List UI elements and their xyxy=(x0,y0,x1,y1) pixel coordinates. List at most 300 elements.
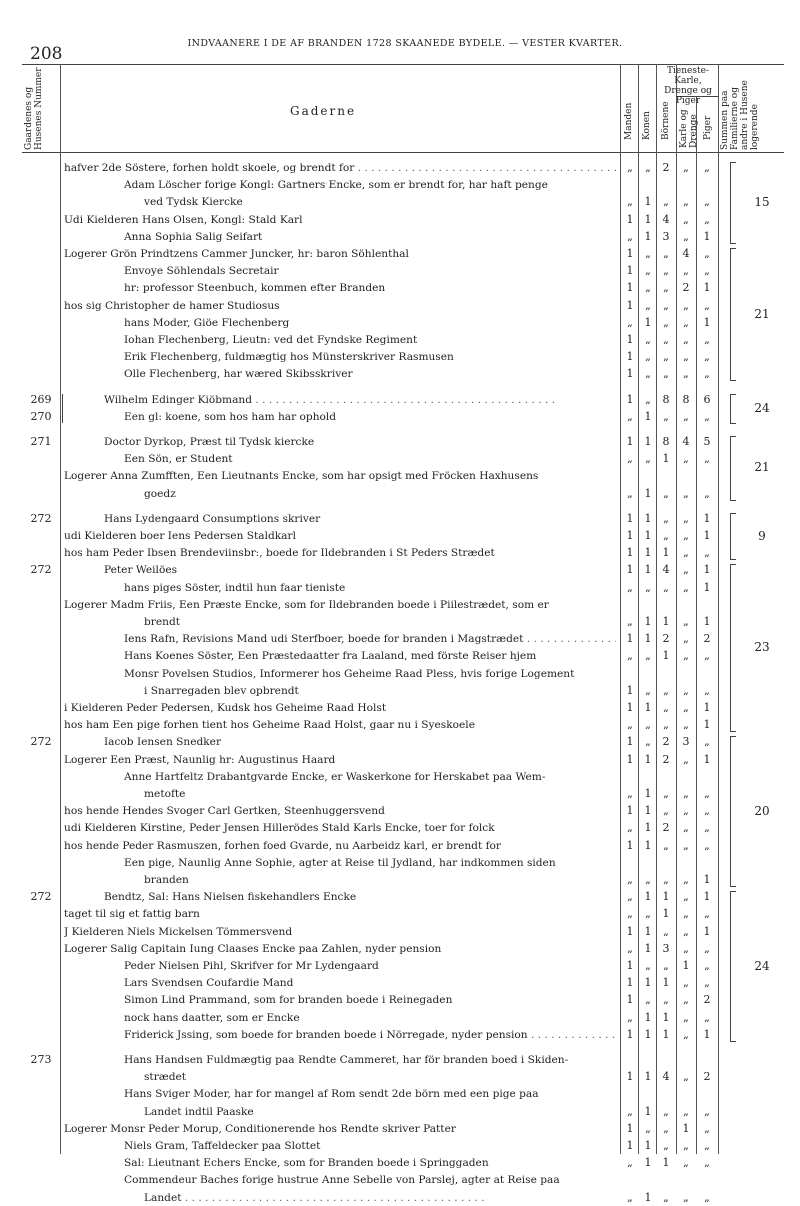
count-k: „ xyxy=(645,333,651,346)
header-top-rule xyxy=(22,64,784,65)
resident-entry: Niels Gram, Taffeldecker paa Slottet xyxy=(124,1140,321,1152)
table-row xyxy=(0,263,800,279)
count-b: 3 xyxy=(662,229,670,243)
resident-entry: Wilhelm Edinger Kiöbmand . . . xyxy=(104,392,616,408)
table-row xyxy=(0,562,800,578)
count-p: 1 xyxy=(703,924,711,938)
header-bottom-rule xyxy=(22,152,784,153)
count-kd: „ xyxy=(683,649,689,663)
count-p: „ xyxy=(704,1121,710,1135)
count-p: 6 xyxy=(703,392,711,406)
count-p: 1 xyxy=(703,615,711,628)
resident-entry: Adam Löscher forige Kongl: Gartners Encke, som er brendt for, har haft penge xyxy=(124,179,548,192)
family-total: 20 xyxy=(754,803,770,818)
family-brace xyxy=(730,394,739,424)
page-number: 208 xyxy=(30,44,63,64)
count-m: 1 xyxy=(626,701,634,714)
count-kd: „ xyxy=(683,264,689,278)
count-m: „ xyxy=(627,821,633,835)
count-p: 1 xyxy=(703,701,711,714)
table-row xyxy=(0,229,800,245)
count-p: „ xyxy=(704,804,710,818)
table-row xyxy=(0,486,800,502)
count-b: 1 xyxy=(662,615,670,628)
count-k: „ xyxy=(645,247,651,260)
resident-entry: Commendeur Baches forige hustrue Anne Sebelle von Parslej, agter at Reise paa xyxy=(124,1174,560,1187)
count-b: 2 xyxy=(662,752,670,766)
house-number-header: Gaardenes og Husenes Nummer xyxy=(24,67,44,150)
count-kd: 4 xyxy=(682,247,690,260)
count-k: „ xyxy=(645,580,651,594)
count-p: 1 xyxy=(703,315,711,329)
table-row xyxy=(0,975,800,991)
count-b: 4 xyxy=(662,563,670,577)
table-row xyxy=(0,631,800,647)
count-kd: „ xyxy=(683,315,689,329)
count-p: „ xyxy=(704,907,710,921)
resident-entry: Een Sön, er Student xyxy=(124,453,233,466)
table-row xyxy=(0,349,800,365)
count-k: „ xyxy=(645,452,651,466)
count-k: 1 xyxy=(644,804,652,818)
resident-entry: Een gl: koene, som hos ham har ophold xyxy=(124,410,337,423)
table-row xyxy=(0,1155,800,1171)
count-k: „ xyxy=(645,350,651,364)
resident-entry: goedz xyxy=(144,487,176,500)
resident-entry: hafver 2de Söstere, forhen holdt skoele, og brendt for . . . xyxy=(64,160,616,176)
count-k: „ xyxy=(645,1121,651,1135)
table-row xyxy=(0,366,800,382)
count-kd: „ xyxy=(683,1104,689,1118)
count-p: „ xyxy=(704,735,710,749)
resident-entry: Iens Rafn, Revisions Mand udi Sterfboer, boede for branden i Magstrædet . . . xyxy=(124,631,616,647)
count-kd: „ xyxy=(683,350,689,364)
table-row xyxy=(0,298,800,314)
count-m: 1 xyxy=(626,350,634,364)
count-b: 8 xyxy=(662,435,670,448)
house-number: 272 xyxy=(30,735,52,749)
resident-entry: Hans Lydengaard Consumptions skriver xyxy=(104,512,321,525)
count-b: „ xyxy=(663,993,669,1007)
resident-entry: Hans Sviger Moder, har for mangel af Rom sendt 2de börn med een pige paa xyxy=(124,1088,539,1101)
count-kd: „ xyxy=(683,924,689,938)
count-b: 4 xyxy=(662,212,670,226)
table-row xyxy=(0,924,800,940)
count-kd: „ xyxy=(683,195,689,209)
resident-entry: Simon Lind Prammand, som for branden boede i Reinegaden xyxy=(124,994,453,1007)
count-b: 1 xyxy=(662,1156,670,1170)
count-kd: „ xyxy=(683,873,689,886)
count-p: „ xyxy=(704,976,710,990)
manden-header: Manden xyxy=(624,102,634,140)
resident-entry: hos hende Hendes Svoger Carl Gertken, Steenhuggersvend xyxy=(64,805,385,818)
count-kd: „ xyxy=(683,941,689,955)
resident-entry: hos ham Peder Ibsen Brendeviinsbr:, boede for Ildebranden i St Peders Strædet xyxy=(64,547,495,560)
count-kd: „ xyxy=(683,1010,689,1024)
count-k: 1 xyxy=(644,315,652,329)
count-p: „ xyxy=(704,1104,710,1118)
resident-entry: Logerer Grön Prindtzens Cammer Juncker, hr: baron Söhlenthal xyxy=(64,248,409,260)
count-kd: 1 xyxy=(682,1121,690,1135)
count-k: 1 xyxy=(644,632,652,646)
count-k: 1 xyxy=(644,409,652,423)
count-b: „ xyxy=(663,529,669,542)
count-b: „ xyxy=(663,924,669,938)
table-row xyxy=(0,992,800,1008)
count-m: 1 xyxy=(626,212,634,226)
family-total: 21 xyxy=(754,306,770,321)
count-b: „ xyxy=(663,486,669,500)
count-k: „ xyxy=(645,264,651,278)
resident-entry: Logerer Salig Capitain Iung Claases Encke paa Zahlen, nyder pension xyxy=(64,942,442,955)
table-row xyxy=(0,1052,800,1068)
resident-entry: hos ham Een pige forhen tient hos Geheime Raad Holst, gaar nu i Syeskoele xyxy=(64,719,475,732)
count-b: 1 xyxy=(662,1027,670,1041)
house-number: 273 xyxy=(30,1053,52,1066)
count-kd: 2 xyxy=(682,281,690,295)
count-b: „ xyxy=(663,787,669,800)
resident-entry: Lars Svendsen Coufardie Mand xyxy=(124,977,294,990)
family-total: 15 xyxy=(754,194,770,209)
count-p: 1 xyxy=(703,752,711,766)
count-m: „ xyxy=(627,1190,633,1204)
count-p: „ xyxy=(704,959,710,972)
count-k: „ xyxy=(645,281,651,295)
table-row xyxy=(0,752,800,768)
count-kd: 3 xyxy=(682,735,690,749)
count-m: 1 xyxy=(626,752,634,766)
count-k: 1 xyxy=(644,1156,652,1170)
family-brace xyxy=(730,891,739,1042)
count-b: „ xyxy=(663,409,669,423)
table-row xyxy=(0,1190,800,1206)
count-k: „ xyxy=(645,392,651,406)
count-kd: „ xyxy=(683,615,689,628)
count-k: „ xyxy=(645,298,651,312)
count-m: „ xyxy=(627,580,633,594)
resident-entry: Logerer Madm Friis, Een Præste Encke, som for Ildebranden boede i Piilestrædet, som er xyxy=(64,598,549,611)
table-row xyxy=(0,451,800,467)
resident-entry: Bendtz, Sal: Hans Nielsen fiskehandlers Encke xyxy=(104,891,357,904)
count-kd: „ xyxy=(683,486,689,500)
count-m: 1 xyxy=(626,392,634,406)
count-k: „ xyxy=(645,993,651,1007)
count-m: „ xyxy=(627,486,633,500)
table-row xyxy=(0,803,800,819)
table-row xyxy=(0,1086,800,1102)
count-p: „ xyxy=(704,941,710,955)
count-kd: „ xyxy=(683,907,689,921)
table-row xyxy=(0,511,800,527)
count-k: „ xyxy=(645,683,651,697)
count-p: 5 xyxy=(703,435,711,448)
count-m: 1 xyxy=(626,247,634,260)
count-b: „ xyxy=(663,350,669,364)
count-kd: „ xyxy=(683,683,689,697)
count-b: „ xyxy=(663,683,669,697)
house-number: 272 xyxy=(30,563,52,577)
table-row xyxy=(0,838,800,854)
running-head: INDVAANERE I DE AF BRANDEN 1728 SKAANEDE BYDELE. — VESTER KVARTER. xyxy=(187,38,623,49)
count-kd: „ xyxy=(683,563,689,577)
resident-entry: taget til sig et fattig barn xyxy=(64,908,200,921)
count-kd: „ xyxy=(683,701,689,714)
count-m: 1 xyxy=(626,1139,634,1152)
count-p: „ xyxy=(704,350,710,364)
count-b: „ xyxy=(663,701,669,714)
count-p: „ xyxy=(704,821,710,835)
count-b: 2 xyxy=(662,161,670,174)
count-kd: „ xyxy=(683,529,689,542)
count-p: 1 xyxy=(703,229,711,243)
table-row xyxy=(0,1027,800,1043)
count-kd: „ xyxy=(683,546,689,560)
count-b: 1 xyxy=(662,907,670,921)
house-number: 269 xyxy=(30,392,52,406)
count-kd: „ xyxy=(683,452,689,466)
table-row xyxy=(0,700,800,716)
count-kd: „ xyxy=(683,821,689,835)
count-k: „ xyxy=(645,873,651,886)
family-total: 24 xyxy=(754,400,770,415)
count-b: „ xyxy=(663,298,669,312)
count-b: „ xyxy=(663,1121,669,1135)
count-k: 1 xyxy=(644,890,652,904)
resident-entry: Monsr Povelsen Studios, Informerer hos Geheime Raad Pless, hvis forige Logement xyxy=(124,667,575,680)
family-brace xyxy=(730,248,739,381)
count-b: 1 xyxy=(662,1010,670,1024)
count-p: „ xyxy=(704,264,710,278)
count-k: 1 xyxy=(644,1027,652,1041)
count-p: 2 xyxy=(703,1070,711,1084)
table-row xyxy=(0,580,800,596)
resident-entry: J Kielderen Niels Mickelsen Tömmersvend xyxy=(64,925,293,938)
count-p: 1 xyxy=(703,511,711,525)
resident-entry: udi Kielderen boer Iens Pedersen Staldkarl xyxy=(64,530,296,542)
count-p: „ xyxy=(704,486,710,500)
count-b: „ xyxy=(663,1104,669,1118)
count-k: „ xyxy=(645,161,651,174)
count-m: „ xyxy=(627,787,633,800)
table-row xyxy=(0,1010,800,1026)
count-b: „ xyxy=(663,959,669,972)
count-m: „ xyxy=(627,161,633,174)
count-kd: „ xyxy=(683,718,689,732)
count-m: 1 xyxy=(626,993,634,1007)
count-kd: „ xyxy=(683,580,689,594)
resident-entry: i Snarregaden blev opbrendt xyxy=(144,684,299,697)
count-b: 8 xyxy=(662,392,670,406)
table-row xyxy=(0,683,800,699)
table-row xyxy=(0,1104,800,1120)
count-kd: „ xyxy=(683,1190,689,1204)
count-b: „ xyxy=(663,1139,669,1152)
table-row xyxy=(0,906,800,922)
table-row xyxy=(0,1138,800,1154)
count-b: 3 xyxy=(662,941,670,955)
count-k: 1 xyxy=(644,1070,652,1084)
count-k: 1 xyxy=(644,615,652,628)
count-k: 1 xyxy=(644,701,652,714)
count-b: 1 xyxy=(662,452,670,466)
resident-entry: Logerer Monsr Peder Morup, Conditionerende hos Rendte skriver Patter xyxy=(64,1122,456,1135)
count-p: „ xyxy=(704,195,710,209)
count-m: „ xyxy=(627,718,633,732)
resident-entry: Doctor Dyrkop, Præst til Tydsk kiercke xyxy=(104,436,315,448)
count-kd: „ xyxy=(683,752,689,766)
table-row xyxy=(0,941,800,957)
count-k: 1 xyxy=(644,1010,652,1024)
count-m: 1 xyxy=(626,959,634,972)
table-row xyxy=(0,409,800,425)
count-b: 2 xyxy=(662,632,670,646)
table-row xyxy=(0,545,800,561)
count-k: 1 xyxy=(644,838,652,852)
count-m: „ xyxy=(627,315,633,329)
count-k: 1 xyxy=(644,924,652,938)
count-m: „ xyxy=(627,452,633,466)
count-m: „ xyxy=(627,229,633,243)
count-p: „ xyxy=(704,1139,710,1152)
count-p: 1 xyxy=(703,529,711,542)
count-k: „ xyxy=(645,649,651,663)
count-m: 1 xyxy=(626,838,634,852)
count-kd: „ xyxy=(683,409,689,423)
count-m: „ xyxy=(627,941,633,955)
count-b: 1 xyxy=(662,649,670,663)
count-b: „ xyxy=(663,247,669,260)
bornene-header: Börnene xyxy=(661,101,671,140)
count-kd: „ xyxy=(683,511,689,525)
table-row xyxy=(0,1121,800,1137)
count-kd: „ xyxy=(683,1139,689,1152)
resident-entry: Erik Flechenberg, fuldmægtig hos Münsterskriver Rasmusen xyxy=(124,351,454,364)
count-p: „ xyxy=(704,1190,710,1204)
count-k: 1 xyxy=(644,212,652,226)
count-k: 1 xyxy=(644,821,652,835)
count-p: „ xyxy=(704,367,710,381)
count-m: „ xyxy=(627,409,633,423)
table-row xyxy=(0,820,800,836)
count-p: 1 xyxy=(703,580,711,594)
count-b: „ xyxy=(663,367,669,381)
count-m: „ xyxy=(627,615,633,628)
count-m: 1 xyxy=(626,1121,634,1135)
count-kd: „ xyxy=(683,787,689,800)
count-b: „ xyxy=(663,1190,669,1204)
family-total: 21 xyxy=(754,460,770,475)
count-m: 1 xyxy=(626,435,634,448)
count-m: 1 xyxy=(626,976,634,990)
house-number: 270 xyxy=(30,409,52,423)
count-b: „ xyxy=(663,804,669,818)
count-b: „ xyxy=(663,873,669,886)
resident-entry: Iacob Iensen Snedker xyxy=(104,736,222,749)
resident-entry: nock hans daatter, som er Encke xyxy=(124,1011,300,1024)
table-row xyxy=(0,280,800,296)
count-p: 1 xyxy=(703,890,711,904)
count-k: 1 xyxy=(644,229,652,243)
table-row xyxy=(0,434,800,450)
count-p: „ xyxy=(704,452,710,466)
count-kd: 4 xyxy=(682,435,690,448)
family-brace xyxy=(730,564,739,732)
count-kd: „ xyxy=(683,333,689,346)
count-kd: „ xyxy=(683,632,689,646)
count-m: 1 xyxy=(626,511,634,525)
count-k: 1 xyxy=(644,752,652,766)
count-m: 1 xyxy=(626,563,634,577)
count-kd: „ xyxy=(683,161,689,174)
count-m: 1 xyxy=(626,924,634,938)
count-p: „ xyxy=(704,787,710,800)
count-m: „ xyxy=(627,1104,633,1118)
count-p: „ xyxy=(704,298,710,312)
count-kd: 1 xyxy=(682,959,690,972)
resident-entry: Friderick Jssing, som boede for branden boede i Nörregade, nyder pension . . . xyxy=(124,1027,616,1043)
table-row xyxy=(0,160,800,176)
count-k: 1 xyxy=(644,195,652,209)
house-number: 272 xyxy=(30,890,52,904)
count-b: 2 xyxy=(662,735,670,749)
count-m: 1 xyxy=(626,367,634,381)
count-kd: 8 xyxy=(682,392,690,406)
count-m: 1 xyxy=(626,281,634,295)
count-m: 1 xyxy=(626,632,634,646)
count-b: „ xyxy=(663,511,669,525)
resident-entry: Peder Nielsen Pihl, Skrifver for Mr Lydengaard xyxy=(124,960,379,972)
count-p: 2 xyxy=(703,632,711,646)
resident-entry: Udi Kielderen Hans Olsen, Kongl: Stald Karl xyxy=(64,213,303,226)
count-p: 1 xyxy=(703,281,711,295)
count-kd: „ xyxy=(683,890,689,904)
table-row xyxy=(0,614,800,630)
count-b: „ xyxy=(663,333,669,346)
count-b: „ xyxy=(663,195,669,209)
resident-entry: Landet indtil Paaske xyxy=(144,1105,254,1118)
family-total: 24 xyxy=(754,958,770,973)
count-b: „ xyxy=(663,281,669,295)
count-b: 1 xyxy=(662,546,670,560)
resident-entry: Sal: Lieutnant Echers Encke, som for Branden boede i Springgaden xyxy=(124,1157,489,1170)
table-row xyxy=(0,246,800,262)
table-row xyxy=(0,666,800,682)
count-p: „ xyxy=(704,1010,710,1024)
count-p: 1 xyxy=(703,873,711,886)
count-kd: „ xyxy=(683,976,689,990)
count-m: 1 xyxy=(626,1027,634,1041)
table-row xyxy=(0,717,800,733)
family-total: 23 xyxy=(754,640,770,655)
count-m: „ xyxy=(627,649,633,663)
piger-header: Piger xyxy=(703,115,713,140)
count-p: „ xyxy=(704,838,710,852)
table-row xyxy=(0,769,800,785)
count-m: 1 xyxy=(626,264,634,278)
count-kd: „ xyxy=(683,212,689,226)
resident-entry: i Kielderen Peder Pedersen, Kudsk hos Geheime Raad Holst xyxy=(64,702,387,714)
count-k: 1 xyxy=(644,1190,652,1204)
table-row xyxy=(0,194,800,210)
count-kd: „ xyxy=(683,1027,689,1041)
table-row xyxy=(0,648,800,664)
resident-entry: Anne Hartfeltz Drabantgvarde Encke, er Waskerkone for Herskabet paa Wem- xyxy=(124,770,546,783)
table-row xyxy=(0,872,800,888)
count-b: „ xyxy=(663,580,669,594)
count-m: „ xyxy=(627,890,633,904)
count-kd: „ xyxy=(683,1070,689,1084)
count-p: „ xyxy=(704,161,710,174)
